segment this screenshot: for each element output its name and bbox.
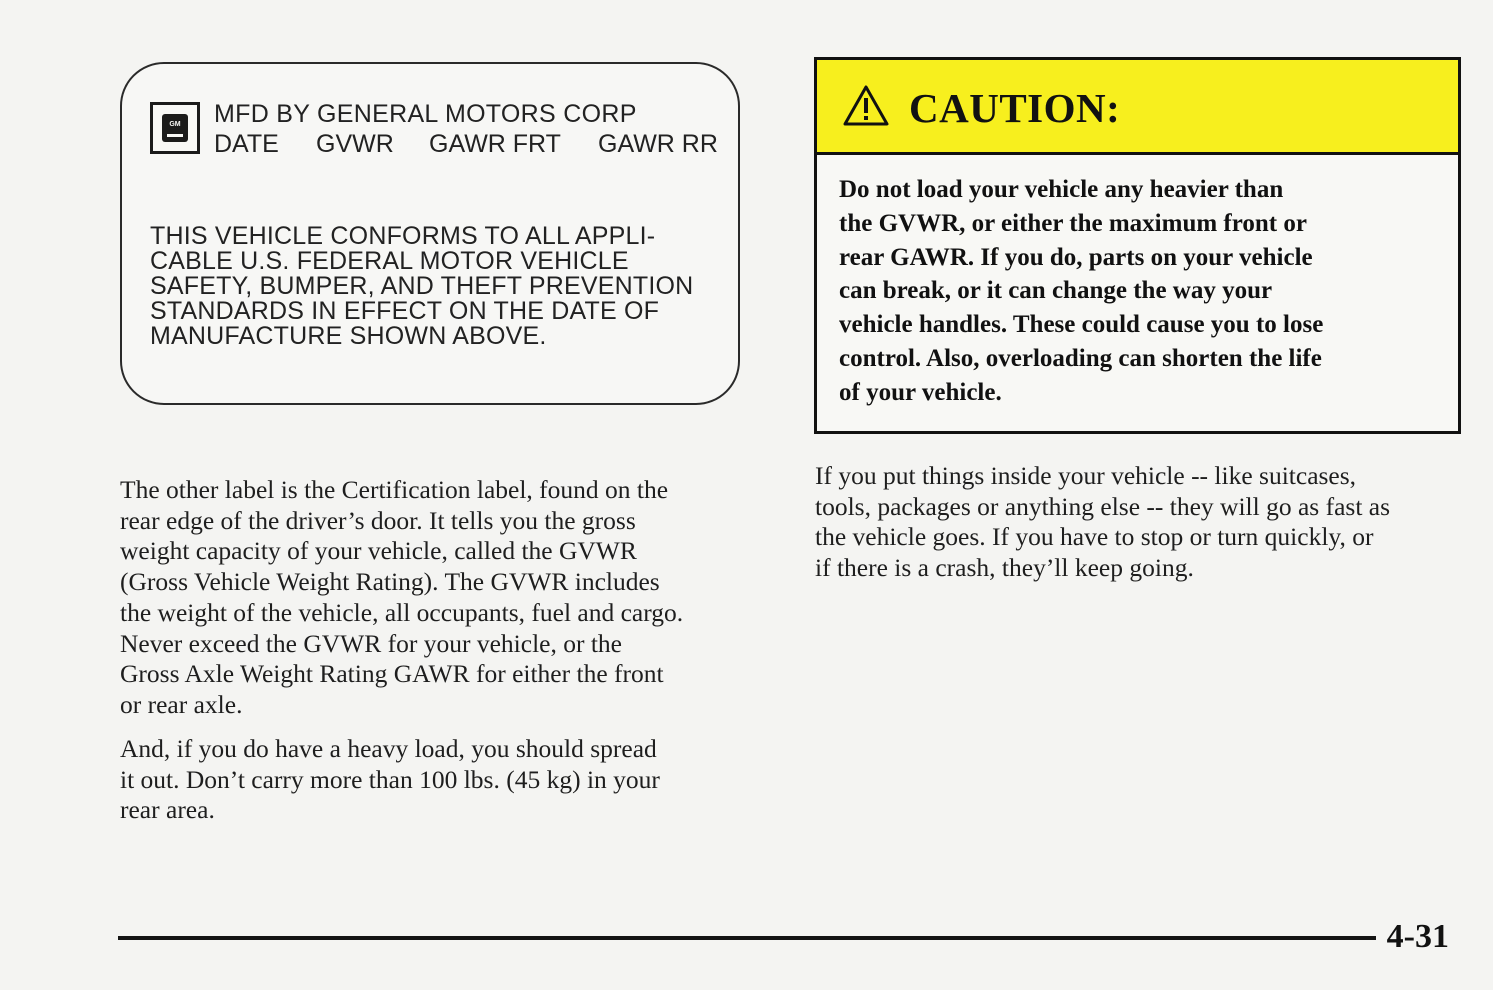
paragraph-line: Gross Axle Weight Rating GAWR for either the front: [120, 659, 664, 689]
paragraph-line: the weight of the vehicle, all occupants, fuel and cargo.: [120, 597, 684, 627]
conformity-line: CABLE U.S. FEDERAL MOTOR VEHICLE: [150, 247, 629, 275]
paragraph-line: rear area.: [120, 795, 215, 825]
caution-line: can break, or it can change the way your: [839, 277, 1273, 305]
paragraph-line: If you put things inside your vehicle -- like suitcases,: [815, 461, 1357, 490]
gm-logo-text: GM: [169, 121, 181, 128]
caution-header: [817, 60, 1458, 155]
field-date: DATE: [214, 130, 279, 158]
paragraph-line: tools, packages or anything else -- they will go as fast as: [815, 491, 1391, 521]
conformity-line: THIS VEHICLE CONFORMS TO ALL APPLI-: [150, 222, 656, 250]
field-gawr-rr: GAWR RR: [598, 130, 718, 158]
caution-title: CAUTION:: [909, 85, 1121, 131]
field-gawr-frt: GAWR FRT: [429, 130, 561, 158]
paragraph-line: the vehicle goes. If you have to stop or turn quickly, or: [815, 522, 1374, 552]
caution-line: control. Also, overloading can shorten the life: [839, 344, 1322, 372]
footer-rule: [118, 936, 1376, 940]
paragraph-line: if there is a crash, they’ll keep going.: [815, 553, 1194, 583]
certification-label-paragraph: [120, 475, 683, 721]
caution-line: Do not load your vehicle any heavier than: [839, 176, 1284, 203]
caution-line: of your vehicle.: [839, 378, 1002, 406]
paragraph-line: or rear axle.: [120, 689, 243, 719]
loose-items-paragraph: [815, 461, 1390, 584]
manufacturer-line: MFD BY GENERAL MOTORS CORP: [214, 100, 637, 128]
paragraph-line: weight capacity of your vehicle, called the GVWR: [120, 536, 637, 566]
paragraph-line: (Gross Vehicle Weight Rating). The GVWR includes: [120, 567, 660, 597]
paragraph-line: Never exceed the GVWR for your vehicle, or the: [120, 628, 622, 658]
caution-box: [814, 57, 1461, 434]
page-number: 4-31: [1386, 918, 1449, 955]
paragraph-line: And, if you do have a heavy load, you should spread: [120, 734, 657, 763]
conformity-line: STANDARDS IN EFFECT ON THE DATE OF: [150, 297, 660, 325]
warning-triangle-icon: [843, 84, 889, 126]
conformity-statement: [150, 224, 710, 349]
caution-text: [839, 173, 1439, 410]
gm-logo: [150, 102, 200, 154]
paragraph-line: rear edge of the driver’s door. It tells you the gross: [120, 505, 636, 535]
conformity-line: MANUFACTURE SHOWN ABOVE.: [150, 322, 547, 350]
conformity-line: SAFETY, BUMPER, AND THEFT PREVENTION: [150, 272, 694, 300]
paragraph-line: The other label is the Certification label, found on the: [120, 475, 669, 504]
heavy-load-paragraph: [120, 734, 660, 826]
caution-line: rear GAWR. If you do, parts on your vehicle: [839, 243, 1313, 271]
certification-label-illustration: [120, 62, 740, 405]
caution-line: vehicle handles. These could cause you to lose: [839, 311, 1324, 339]
caution-line: the GVWR, or either the maximum front or: [839, 209, 1307, 237]
field-gvwr: GVWR: [316, 130, 394, 158]
paragraph-line: it out. Don’t carry more than 100 lbs. (45 kg) in your: [120, 764, 660, 794]
